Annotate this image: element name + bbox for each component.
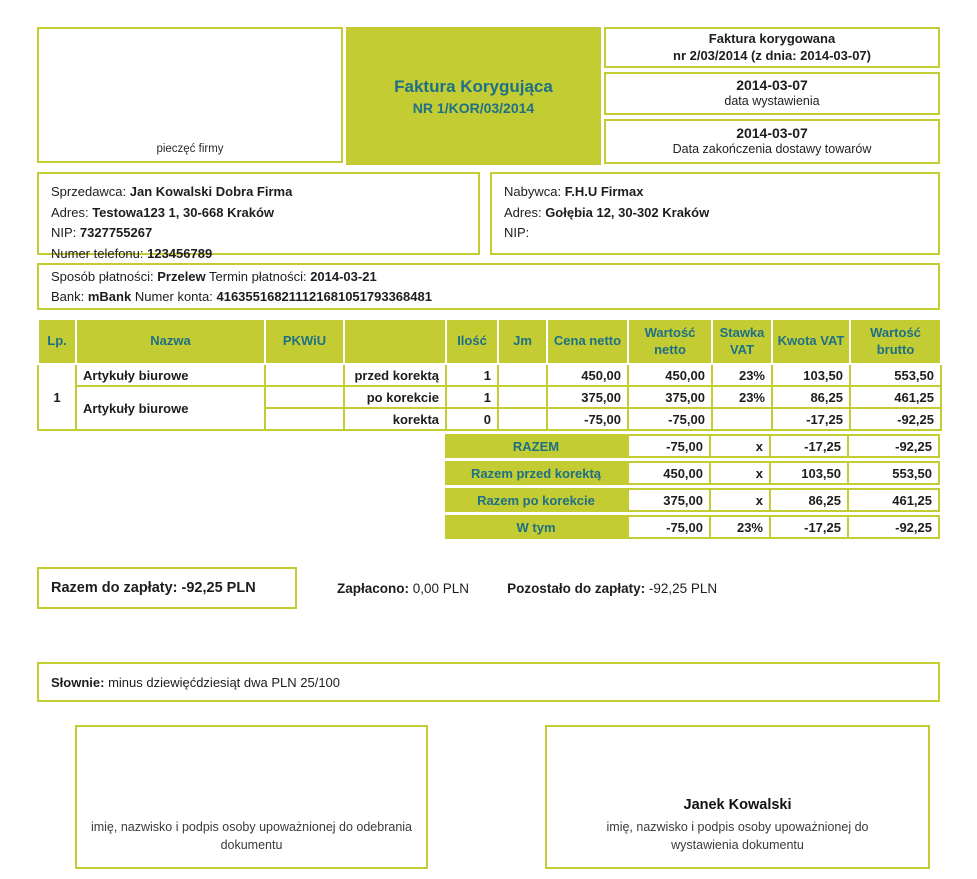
receiver-caption-line1: imię, nazwisko i podpis osoby upoważnionej do odebrania [90, 819, 413, 834]
summary-wartosc-brutto: -92,25 [849, 515, 940, 539]
summary-row-przed-korekta [37, 461, 940, 485]
summary-spacer [37, 515, 445, 539]
payment-due-date: 2014-03-21 [310, 268, 377, 284]
summary-label: RAZEM [445, 434, 627, 458]
payment-box [37, 263, 940, 310]
account-label: Numer konta: [131, 288, 217, 304]
remaining-label: Pozostało do zapłaty: [507, 580, 649, 596]
cell-wartosc-brutto: 553,50 [850, 364, 941, 386]
cell-kind: korekta [344, 408, 446, 430]
summary-row-po-korekcie [37, 488, 940, 512]
summary-stawka-vat: x [711, 461, 771, 485]
cell-pkwiu [265, 408, 344, 430]
col-header-blank [344, 319, 446, 364]
cell-kwota-vat: 103,50 [772, 364, 850, 386]
cell-wartosc-brutto: 461,25 [850, 386, 941, 408]
buyer-nip-line [504, 223, 926, 244]
receiver-signature-box [75, 725, 428, 869]
cell-qty: 1 [446, 386, 498, 408]
buyer-address: Gołębia 12, 30-302 Kraków [545, 204, 710, 220]
summary-row-w-tym [37, 515, 940, 539]
buyer-label: Nabywca: [504, 184, 565, 199]
receiver-caption-line2: dokumentu [220, 838, 283, 853]
issuer-caption-line2: wystawienia dokumentu [671, 838, 804, 853]
delivery-date-label: Data zakończenia dostawy towarów [672, 142, 872, 157]
issue-date-box [604, 72, 940, 115]
header-dates-column [604, 27, 940, 164]
cell-name: Artykuły biurowe [76, 386, 265, 430]
summary-spacer [37, 488, 445, 512]
cell-pkwiu [265, 386, 344, 408]
invoice-title: Faktura Korygująca [394, 76, 553, 96]
amount-in-words-box [37, 662, 940, 702]
cell-wartosc-brutto: -92,25 [850, 408, 941, 430]
cell-wartosc-netto: 375,00 [628, 386, 712, 408]
summary-wartosc-brutto: 553,50 [849, 461, 940, 485]
buyer-address-label: Adres: [504, 204, 546, 220]
cell-stawka-vat [712, 408, 772, 430]
buyer-box [490, 172, 940, 255]
total-due-box: Razem do zapłaty: -92,25 PLN [37, 567, 297, 609]
issuer-signature-caption [607, 818, 869, 856]
summary-wartosc-brutto: 461,25 [849, 488, 940, 512]
table-header-row [38, 319, 941, 364]
paid-line [337, 581, 469, 596]
cell-qty: 1 [446, 364, 498, 386]
summary-label: Razem po korekcie [445, 488, 627, 512]
summary-stawka-vat: x [711, 488, 771, 512]
col-header-kwota-vat: Kwota VAT [772, 319, 850, 364]
invoice-content [37, 27, 940, 869]
payment-due-label: Termin płatności: [205, 268, 311, 284]
totals-section [37, 567, 940, 609]
cell-wartosc-netto: -75,00 [628, 408, 712, 430]
amount-in-words-line [51, 675, 340, 690]
seller-phone: 123456789 [147, 245, 213, 261]
seller-label: Sprzedawca: [51, 184, 130, 199]
col-header-pkwiu: PKWiU [265, 319, 344, 364]
delivery-date-box [604, 119, 940, 164]
summary-stawka-vat: x [711, 434, 771, 458]
table-row [38, 364, 941, 386]
summary-spacer [37, 434, 445, 458]
cell-cena-netto: -75,00 [547, 408, 628, 430]
buyer-name: F.H.U Firmax [564, 184, 644, 199]
cell-cena-netto: 375,00 [547, 386, 628, 408]
remaining-line [507, 581, 717, 596]
summary-wartosc-netto: 375,00 [627, 488, 711, 512]
remaining-value: -92,25 PLN [648, 580, 718, 596]
cell-jm [498, 408, 547, 430]
cell-kind: po korekcie [344, 386, 446, 408]
seller-nip-line [51, 223, 466, 244]
cell-qty: 0 [446, 408, 498, 430]
summary-wartosc-netto: -75,00 [627, 434, 711, 458]
summary-kwota-vat: -17,25 [771, 434, 849, 458]
paid-value: 0,00 PLN [412, 580, 470, 596]
summary-row-razem [37, 434, 940, 458]
seller-address: Testowa123 1, 30-668 Kraków [92, 204, 275, 220]
summary-kwota-vat: 86,25 [771, 488, 849, 512]
summary-label: Razem przed korektą [445, 461, 627, 485]
payment-method: Przelew [157, 268, 206, 284]
invoice-title-box [346, 27, 601, 165]
cell-jm [498, 386, 547, 408]
col-header-wartosc-netto: Wartość netto [628, 319, 712, 364]
payment-method-label: Sposób płatności: [51, 268, 158, 284]
summary-wartosc-netto: -75,00 [627, 515, 711, 539]
table-row [38, 386, 941, 408]
cell-stawka-vat: 23% [712, 386, 772, 408]
seller-nip: 7327755267 [79, 225, 153, 240]
summary-stawka-vat: 23% [711, 515, 771, 539]
issuer-signature-name: Janek Kowalski [683, 796, 792, 813]
seller-box [37, 172, 480, 261]
cell-cena-netto: 450,00 [547, 364, 628, 386]
seller-nip-label: NIP: [51, 225, 80, 240]
invoice-number: NR 1/KOR/03/2014 [412, 99, 535, 116]
summary-kwota-vat: -17,25 [771, 515, 849, 539]
cell-jm [498, 364, 547, 386]
col-header-lp: Lp. [38, 319, 76, 364]
corrected-invoice-line2: nr 2/03/2014 (z dnia: 2014-03-07) [673, 47, 871, 63]
cell-stawka-vat: 23% [712, 364, 772, 386]
receiver-signature-caption [91, 818, 412, 856]
buyer-address-line [504, 203, 926, 224]
header-section [37, 27, 940, 165]
company-stamp-box [37, 27, 343, 163]
seller-address-label: Adres: [51, 204, 93, 220]
delivery-date-value: 2014-03-07 [736, 124, 808, 141]
cell-kwota-vat: -17,25 [772, 408, 850, 430]
payment-method-line [51, 267, 926, 287]
cell-kind: przed korektą [344, 364, 446, 386]
issuer-signature-box [545, 725, 930, 869]
seller-phone-label: Numer telefonu: [51, 245, 148, 261]
items-table [37, 318, 942, 431]
issuer-caption-line1: imię, nazwisko i podpis osoby upoważnionej do [606, 819, 869, 834]
cell-wartosc-netto: 450,00 [628, 364, 712, 386]
cell-kwota-vat: 86,25 [772, 386, 850, 408]
issue-date-label: data wystawienia [724, 94, 820, 109]
col-header-jm: Jm [498, 319, 547, 364]
paid-label: Zapłacono: [337, 580, 413, 596]
col-header-ilosc: Ilość [446, 319, 498, 364]
col-header-nazwa: Nazwa [76, 319, 265, 364]
issue-date-value: 2014-03-07 [736, 76, 808, 93]
bank-name: mBank [87, 288, 132, 304]
summary-spacer [37, 461, 445, 485]
corrected-invoice-line1: Faktura korygowana [708, 30, 836, 46]
col-header-cena-netto: Cena netto [547, 319, 628, 364]
stamp-caption: pieczęć firmy [156, 143, 224, 155]
seller-name-line [51, 182, 466, 203]
account-number: 416355168211121681051793368481 [216, 288, 432, 304]
payment-bank-line [51, 287, 926, 307]
cell-pkwiu [265, 364, 344, 386]
summary-wartosc-brutto: -92,25 [849, 434, 940, 458]
summary-label: W tym [445, 515, 627, 539]
signatures-section [37, 725, 940, 869]
parties-section [37, 172, 940, 261]
buyer-nip-label: NIP: [504, 225, 530, 240]
summary-wartosc-netto: 450,00 [627, 461, 711, 485]
summary-kwota-vat: 103,50 [771, 461, 849, 485]
col-header-wartosc-brutto: Wartość brutto [850, 319, 941, 364]
col-header-stawka-vat: Stawka VAT [712, 319, 772, 364]
in-words-value: minus dziewięćdziesiąt dwa PLN 25/100 [108, 674, 341, 690]
buyer-name-line [504, 182, 926, 203]
cell-lp: 1 [38, 364, 76, 430]
cell-name: Artykuły biurowe [76, 364, 265, 386]
bank-label: Bank: [51, 288, 88, 304]
corrected-invoice-box [604, 27, 940, 68]
in-words-label: Słownie: [51, 674, 109, 690]
seller-address-line [51, 203, 466, 224]
seller-name: Jan Kowalski Dobra Firma [129, 184, 293, 199]
seller-phone-line [51, 244, 466, 265]
